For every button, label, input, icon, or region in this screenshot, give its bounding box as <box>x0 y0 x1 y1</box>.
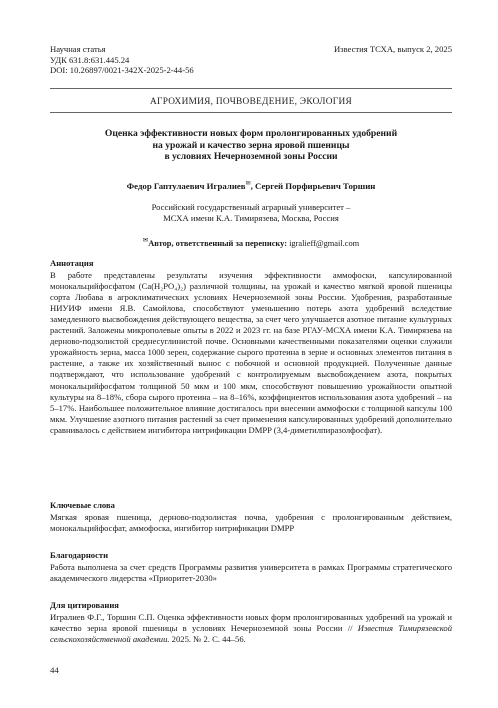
envelope-icon: ✉ <box>142 237 149 244</box>
section-rule-bottom <box>50 112 452 113</box>
citation-journal: Известия Тимирязевской сельскохозяйственной академии. <box>50 623 452 645</box>
abstract-text: В работе представлены результаты изучения эффективности аммофоски, капсулированной монокальцийфосфатом (Ca(H₂PO₄)₂) различной толщины, на урожай и качество мягкой яровой пшеницы сорта Любава в агроклиматических условиях Нечерноземной зоны России. Удобрения, разработанные НИУИФ имени Я.В. Самойлова, способствуют уменьшению потерь азота удобрений вследствие замедленного высвобождения действующего вещества, за счет чего улучшается азотное питание культурных растений. Заложены микрополевые опыты в 2022 и 2023 гг. на базе РГАУ-МСХА имени К.А. Тимирязева на дерново-подзолистой среднесуглинистой почве. Основными качественными показателями оценки служили урожайность зерна, масса 1000 зерен, содержание сырого протеина в зерне и основных элементов питания в растение, а также их хозяйственный вынос с побочной и основной продукцией. Полученные данные подтверждают, что использование удобрений с контролируемым высвобождением азота, покрытых монокальцийфосфатом толщиной 50 мкм и 100 мкм, способствуют повышению урожайности опытной культуры на 8–18%, сбора сырого протеина – на 8–16%, коэффициентов использования азота удобрений – на 5–17%. Наибольшее положительное влияние достигалось при внесении аммофоски с толщиной капсулы 100 мкм. Улучшение азотного питания растений за счет применения капсулированных удобрений дополнительно сравнивалось с действием ингибитора нитрификации DMPP (3,4-диметилпиразолфосфат). <box>50 270 452 435</box>
article-meta <box>50 44 194 76</box>
keywords-heading: Ключевые слова <box>50 500 115 510</box>
author-name[interactable]: Федор Гаптулаевич Игралиев <box>126 180 246 191</box>
abstract-section <box>50 258 452 436</box>
affiliation <box>50 202 452 224</box>
title-line: в условиях Нечерноземной зоны России <box>164 151 338 163</box>
abstract-heading: Аннотация <box>50 258 94 268</box>
author-separator: , <box>250 180 255 191</box>
doi-link[interactable]: DOI: 10.26897/0021-342X-2025-2-44-56 <box>50 65 194 76</box>
citation-main: Игралиев Ф.Г., Торшин С.П. Оценка эффективности новых форм пролонгированных удобрений на урожай и качество зерна яровой пшеницы в условиях Нечерноземной зоны России // <box>50 612 452 634</box>
acknowledgements-section <box>50 550 452 584</box>
acknowledgements-text: Работа выполнена за счет средств Программы развития университета в рамках Программы стратегического академического лидерства «Приоритет-2030» <box>50 562 452 584</box>
author-name[interactable]: Сергей Порфирьевич Торшин <box>255 180 376 191</box>
author-list <box>50 180 452 191</box>
section-rule-top <box>50 88 452 89</box>
citation-heading: Для цитирования <box>50 600 119 610</box>
correspondence <box>50 236 452 248</box>
section-heading: АГРОХИМИЯ, ПОЧВОВЕДЕНИЕ, ЭКОЛОГИЯ <box>150 97 352 107</box>
title-line: Оценка эффективности новых форм пролонгированных удобрений <box>104 128 398 139</box>
affiliation-line: МСХА имени К.А. Тимирязева, Москва, Россия <box>163 213 339 223</box>
correspondence-label: Автор, ответственный за переписку: <box>148 238 287 248</box>
envelope-icon: ✉ <box>245 181 251 187</box>
keywords-section <box>50 500 452 534</box>
article-type: Научная статья <box>50 44 106 54</box>
keywords-text: Мягкая яровая пшеница, дерново-подзолистая почва, удобрения с пролонгированным действием, монокальцийфосфат, аммофоска, ингибитор нитрификации DMPP <box>50 512 452 534</box>
article-title <box>60 128 442 163</box>
citation-text <box>50 612 452 645</box>
affiliation-line: Российский государственный аграрный университет – <box>151 202 351 212</box>
correspondence-email[interactable]: igralieff@gmail.com <box>289 238 360 248</box>
journal-issue: Известия ТСХА, выпуск 2, 2025 <box>333 44 452 54</box>
running-header <box>50 44 452 76</box>
page-number: 44 <box>50 665 59 675</box>
citation-tail: 2025. № 2. С. 44–56. <box>169 634 246 645</box>
citation-section <box>50 600 452 645</box>
udc-code: УДК 631.8:631.445.24 <box>50 54 130 65</box>
acknowledgements-heading: Благодарности <box>50 550 109 560</box>
title-line: на урожай и качество зерна яровой пшеницы <box>152 139 350 151</box>
